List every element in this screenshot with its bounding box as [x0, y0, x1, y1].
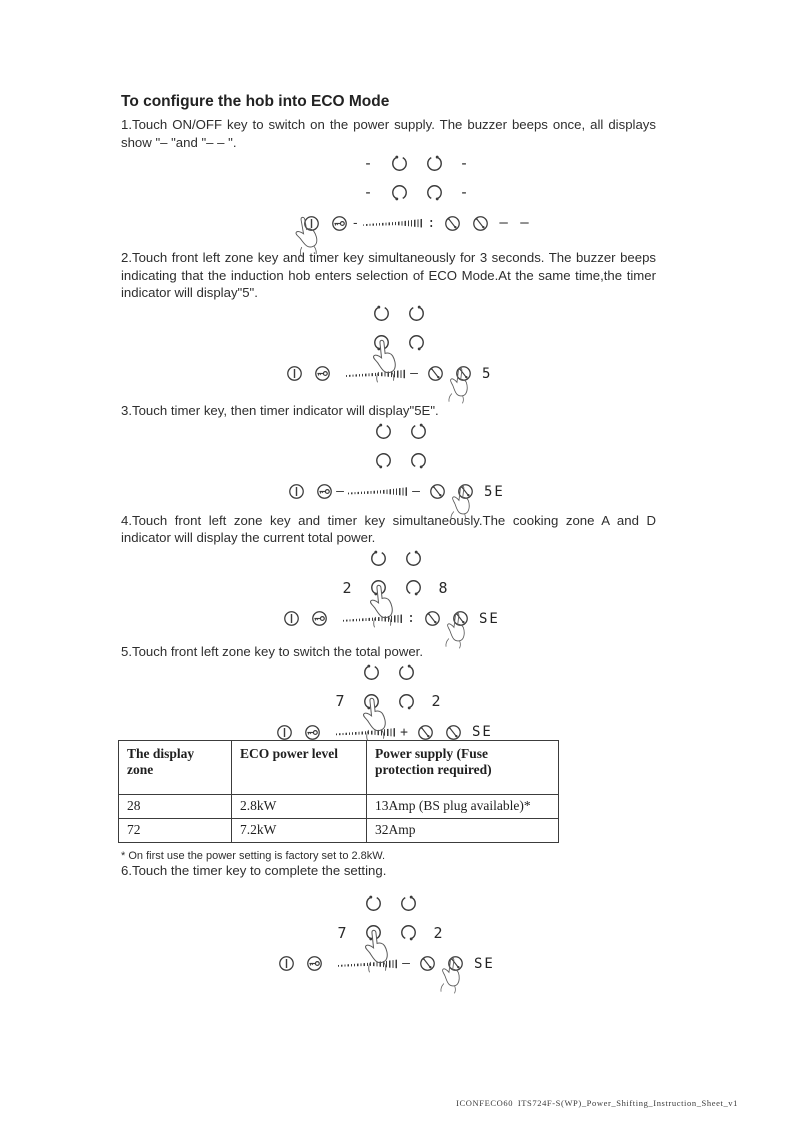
timer-display: 5E	[484, 483, 505, 500]
cell-power-supply: 32Amp	[367, 819, 559, 843]
table-header-row	[119, 741, 559, 795]
touch-hand-icon	[442, 364, 473, 405]
zone-c-indicator-icon	[409, 422, 428, 441]
function-key-icon	[428, 482, 447, 501]
zone-a-display: -	[363, 183, 374, 202]
zone-a-display: 7	[335, 692, 346, 711]
timer-display: SE	[479, 610, 500, 627]
slider-right-mark: –	[412, 484, 420, 500]
step-6-text: 6.Touch the timer key to complete the setting.	[121, 863, 387, 879]
timer-display: 5	[482, 365, 493, 382]
control-panel-row	[231, 480, 571, 504]
touch-hand-icon	[439, 609, 470, 650]
slider-left-mark: –	[336, 484, 344, 500]
hob-panel-diagram-1	[247, 153, 587, 249]
hob-panel-diagram-6	[221, 894, 561, 1004]
zone-d-indicator-icon	[409, 451, 428, 470]
on-off-key-icon	[277, 954, 296, 973]
zone-d-display: 2	[433, 923, 444, 942]
timer-display: SE	[472, 724, 493, 741]
slider-right-mark: +	[400, 724, 408, 740]
slider-left-mark: -	[351, 215, 360, 231]
back-zone-row	[229, 304, 569, 324]
hob-panel-diagram-5	[219, 662, 559, 741]
lock-key-icon	[310, 609, 329, 628]
hob-panel-diagram-4	[226, 549, 566, 643]
zone-b-indicator-icon	[374, 422, 393, 441]
lock-key-icon	[330, 214, 349, 233]
lock-key-icon	[315, 482, 334, 501]
hob-panel-diagram-2	[229, 304, 569, 402]
zone-d-display: -	[459, 183, 470, 202]
zone-b-indicator-icon	[372, 304, 391, 323]
function-key-icon	[416, 723, 435, 742]
step-4-text: 4.Touch front left zone key and timer key simultaneously.The cooking zone A and D indicator will display the current total power.	[121, 512, 656, 546]
slider-right-mark: –	[410, 366, 418, 382]
touch-hand-icon	[434, 954, 465, 995]
lock-key-icon	[313, 364, 332, 383]
power-slider	[348, 486, 408, 497]
function-key-icon	[418, 954, 437, 973]
zone-b-indicator-icon	[362, 663, 381, 682]
back-zone-row	[247, 153, 587, 173]
col-power-supply: Power supply (Fuse protection required)	[367, 741, 559, 795]
col-eco-power: ECO power level	[232, 741, 367, 795]
on-off-key-icon	[275, 723, 294, 742]
step-3-text: 3.Touch timer key, then timer indicator will display"5E".	[121, 402, 439, 418]
zone-c-display: -	[459, 154, 470, 173]
zone-b-indicator-icon	[369, 549, 388, 568]
table-footnote: * On first use the power setting is factory set to 2.8kW.	[121, 850, 386, 863]
zone-c-indicator-icon	[407, 304, 426, 323]
table-row	[119, 819, 559, 843]
zone-d-indicator-icon	[397, 692, 416, 711]
touch-hand-icon	[365, 336, 402, 384]
back-zone-row	[226, 549, 566, 569]
function-key-icon	[443, 214, 462, 233]
back-zone-row	[219, 662, 559, 682]
zone-c-indicator-icon	[404, 549, 423, 568]
front-zone-row	[247, 182, 587, 202]
zone-d-indicator-icon	[425, 183, 444, 202]
step-2-text: 2.Touch front left zone key and timer key simultaneously for 3 seconds. The buzzer beeps indicating that the induction hob enters selection of ECO Mode.At the same time,the timer indicator will display"5".	[121, 250, 656, 301]
step-1-text: 1.Touch ON/OFF key to switch on the power supply. The buzzer beeps once, all displays show "– "and "– – ".	[121, 117, 656, 150]
zone-b-indicator-icon	[390, 154, 409, 173]
touch-hand-icon	[357, 926, 394, 974]
cell-power-supply: 13Amp (BS plug available)*	[367, 795, 559, 819]
zone-d-display: 8	[438, 578, 449, 597]
on-off-key-icon	[285, 364, 304, 383]
document-content	[121, 93, 656, 1004]
zone-a-display: 7	[337, 923, 348, 942]
zone-d-indicator-icon	[404, 578, 423, 597]
slider-right-mark: :	[407, 611, 415, 627]
zone-a-display: 2	[342, 578, 353, 597]
page-title: To configure the hob into ECO Mode	[121, 93, 390, 110]
front-zone-row	[231, 451, 571, 471]
back-zone-row	[221, 894, 561, 914]
step-5-text: 5.Touch front left zone key to switch the total power.	[121, 643, 424, 659]
function-key-icon	[423, 609, 442, 628]
lock-key-icon	[303, 723, 322, 742]
timer-display: – –	[499, 215, 531, 232]
table-row	[119, 795, 559, 819]
cell-eco-power: 7.2kW	[232, 819, 367, 843]
touch-hand-icon	[362, 581, 399, 629]
zone-a-indicator-icon	[390, 183, 409, 202]
timer-key-icon	[444, 723, 463, 742]
function-key-icon	[426, 364, 445, 383]
col-display-zone: The display zone	[119, 741, 232, 795]
touch-hand-icon	[355, 695, 392, 743]
cell-display-zone: 72	[119, 819, 232, 843]
zone-a-indicator-icon	[374, 451, 393, 470]
document-footer: ICONFECO60 ITS724F-S(WP)_Power_Shifting_Instruction_Sheet_v1	[456, 1098, 738, 1108]
zone-d-display: 2	[431, 692, 442, 711]
cell-display-zone: 28	[119, 795, 232, 819]
slider-right-mark: :	[427, 215, 436, 231]
lock-key-icon	[305, 954, 324, 973]
timer-display: SE	[474, 955, 495, 972]
zone-b-display: -	[363, 154, 374, 173]
zone-d-indicator-icon	[407, 333, 426, 352]
power-slider	[363, 218, 423, 229]
zone-d-indicator-icon	[399, 923, 418, 942]
zone-c-indicator-icon	[399, 894, 418, 913]
hob-panel-diagram-3	[231, 422, 571, 512]
zone-c-indicator-icon	[397, 663, 416, 682]
zone-b-indicator-icon	[364, 894, 383, 913]
cell-eco-power: 2.8kW	[232, 795, 367, 819]
touch-hand-icon	[444, 482, 475, 523]
slider-right-mark: –	[402, 956, 410, 972]
back-zone-row	[231, 422, 571, 442]
eco-power-table	[118, 740, 559, 843]
on-off-key-icon	[287, 482, 306, 501]
timer-key-icon	[471, 214, 490, 233]
on-off-key-icon	[282, 609, 301, 628]
zone-c-indicator-icon	[425, 154, 444, 173]
